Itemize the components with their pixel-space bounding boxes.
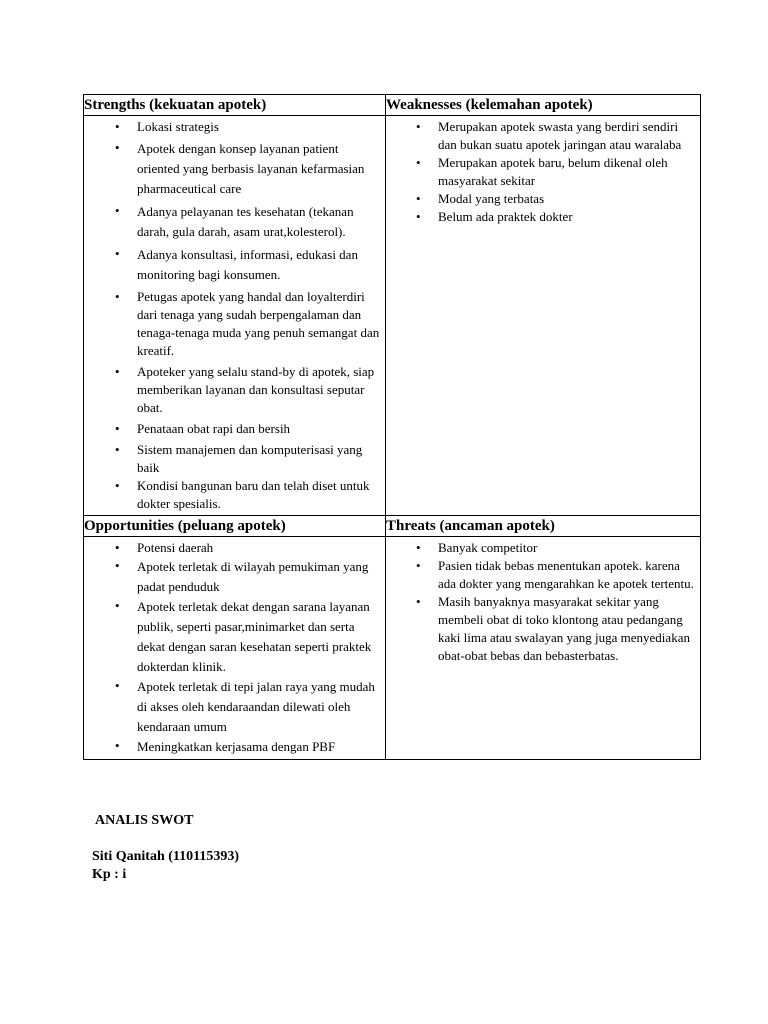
weaknesses-list xyxy=(386,116,700,228)
list-item: • Apoteker yang selalu stand-by di apotek, siap memberikan layanan dan konsultasi seputar obat. xyxy=(84,363,381,417)
list-item: • Masih banyaknya masyarakat sekitar yang membeli obat di toko klontong atau pedangang kaki lima atau swalayan yang juga menyediakan obat-obat bebas dan bebasterbatas. xyxy=(386,593,696,665)
list-item: • Modal yang terbatas xyxy=(386,190,696,208)
list-item: • Banyak competitor xyxy=(386,539,696,557)
list-item: • Petugas apotek yang handal dan loyalterdiri dari tenaga yang sudah berpengalaman dan tenaga-tenaga muda yang penuh semangat dan kreatif. xyxy=(84,288,381,360)
list-item: • Penataan obat rapi dan bersih xyxy=(84,420,381,438)
swot-table xyxy=(83,94,701,760)
weaknesses-cell xyxy=(386,116,701,516)
list-item: • Kondisi bangunan baru dan telah diset untuk dokter spesialis. xyxy=(84,477,381,513)
list-item: • Apotek terletak dekat dengan sarana layanan publik, seperti pasar,minimarket dan serta dekat dengan saran kesehatan seperti praktek dokterdan klinik. xyxy=(84,597,381,677)
list-item: • Merupakan apotek baru, belum dikenal oleh masyarakat sekitar xyxy=(386,154,696,190)
list-item: • Apotek terletak di wilayah pemukiman yang padat penduduk xyxy=(84,557,381,597)
list-item: • Meningkatkan kerjasama dengan PBF xyxy=(84,737,381,757)
weaknesses-header: Weaknesses (kelemahan apotek) xyxy=(386,95,701,116)
list-item: • Sistem manajemen dan komputerisasi yang baik xyxy=(84,441,381,477)
list-item: • Potensi daerah xyxy=(84,539,381,557)
list-item: • Pasien tidak bebas menentukan apotek. karena ada dokter yang mengarahkan ke apotek tertentu. xyxy=(386,557,696,593)
list-item: • Belum ada praktek dokter xyxy=(386,208,696,226)
strengths-header: Strengths (kekuatan apotek) xyxy=(84,95,386,116)
opportunities-cell xyxy=(84,537,386,760)
strengths-list xyxy=(84,116,385,515)
author-name: Siti Qanitah (110115393) xyxy=(92,849,240,864)
doc-title: ANALIS SWOT xyxy=(95,813,194,828)
list-item: • Lokasi strategis xyxy=(84,118,381,136)
list-item: • Apotek terletak di tepi jalan raya yang mudah di akses oleh kendaraandan dilewati oleh kendaraan umum xyxy=(84,677,381,737)
strengths-cell xyxy=(84,116,386,516)
list-item: • Merupakan apotek swasta yang berdiri sendiri dan bukan suatu apotek jaringan atau waralaba xyxy=(386,118,696,154)
kp-label: Kp : i xyxy=(92,867,127,882)
threats-list xyxy=(386,537,700,667)
opportunities-list xyxy=(84,537,385,759)
list-item: • Adanya konsultasi, informasi, edukasi dan monitoring bagi konsumen. xyxy=(84,245,381,285)
list-item: • Apotek dengan konsep layanan patient oriented yang berbasis layanan kefarmasian pharmaceutical care xyxy=(84,139,381,199)
threats-header: Threats (ancaman apotek) xyxy=(386,516,701,537)
list-item: • Adanya pelayanan tes kesehatan (tekanan darah, gula darah, asam urat,kolesterol). xyxy=(84,202,381,242)
opportunities-header: Opportunities (peluang apotek) xyxy=(84,516,386,537)
threats-cell xyxy=(386,537,701,760)
